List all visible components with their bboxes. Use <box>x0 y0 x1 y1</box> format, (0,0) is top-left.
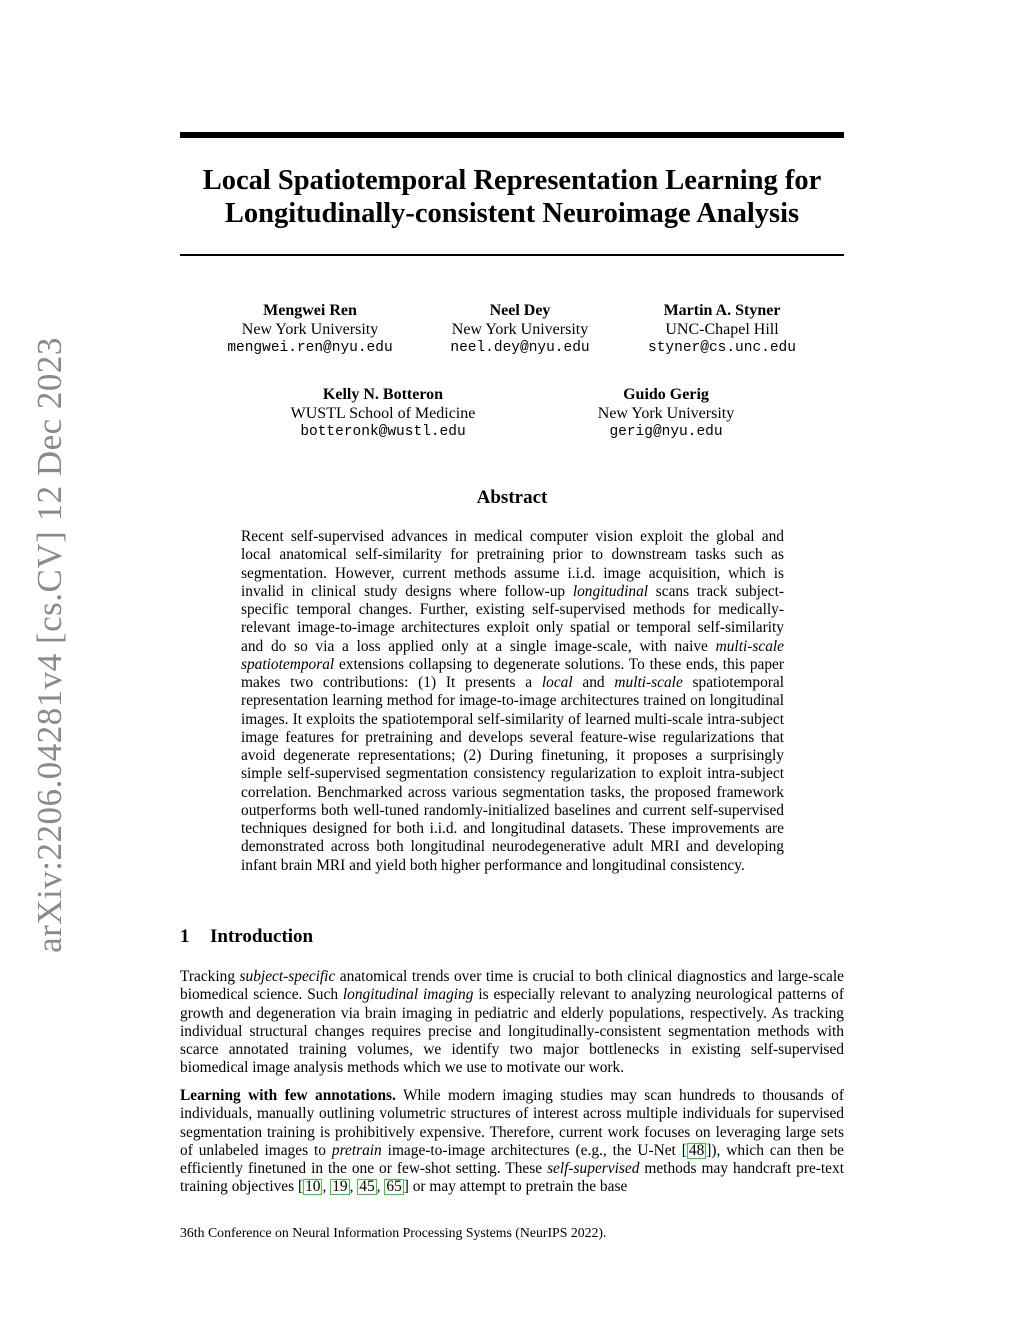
author-name: Guido Gerig <box>623 386 709 403</box>
section-heading <box>180 926 313 948</box>
author-block <box>263 385 503 442</box>
text-fragment: ] or may attempt to pretrain the base <box>403 1178 628 1196</box>
citation-link[interactable]: 48 <box>688 1141 705 1159</box>
abstract-fragment: Recent self-supervised advances in medical computer vision exploit the global and local anatomical self-similarity for pretraining prior to downstream tasks such as segmentation. However, current methods assume i.i.d. image acquisition, which is invalid in clinical study designs where follow-up <box>241 528 784 600</box>
section-title: Introduction <box>210 926 314 947</box>
author-name: Neel Dey <box>489 302 551 319</box>
author-email: styner@cs.unc.edu <box>648 340 796 356</box>
abstract-fragment: scans track subject-specific temporal changes. Further, existing self-supervised methods for medically-relevant image-to-image architectures exploit only spatial or temporal self-similarity and do so via a loss applied only at a single image-scale, with naive <box>241 582 785 655</box>
author-block <box>602 301 842 358</box>
author-name: Kelly N. Botteron <box>322 386 444 403</box>
author-name: Martin A. Styner <box>663 302 781 319</box>
abstract-heading: Abstract <box>476 487 548 508</box>
text-fragment: is especially relevant to analyzing neurological patterns of growth and degeneration via brain imaging in pediatric and elderly populations, respectively. As tracking individual structural changes requires precise and longitudinally-consistent segmentation methods with scarce annotated training volumes, we identify two major bottlenecks in existing self-supervised biomedical image analysis methods which we use to motivate our work. <box>180 986 844 1077</box>
intro-paragraph-1 <box>180 968 844 1078</box>
abstract-fragment: and <box>572 674 615 691</box>
text-fragment: ]), which can then be efficiently finetuned in the one or few-shot setting. These <box>180 1141 845 1177</box>
title-line-2: Longitudinally-consistent Neuroimage Analysis <box>224 198 800 229</box>
paragraph-lead: Learning with few annotations. <box>180 1087 396 1104</box>
abstract-emphasis: multi-scale <box>614 674 683 691</box>
text-fragment: While modern imaging studies may scan hundreds to thousands of individuals, manually outlining volumetric structures of interest across multiple individuals for supervised segmentation training is prohibitively expensive. Therefore, current work focuses on leveraging large sets of unlabeled images to <box>180 1087 844 1159</box>
paper-title <box>180 164 844 230</box>
citation-link[interactable]: 10 <box>305 1178 321 1196</box>
author-email: botteronk@wustl.edu <box>300 424 466 440</box>
abstract-text <box>241 528 784 875</box>
author-name: Mengwei Ren <box>263 302 357 319</box>
author-affiliation: New York University <box>451 321 589 338</box>
conference-footnote: 36th Conference on Neural Information Processing Systems (NeurIPS 2022). <box>180 1225 607 1240</box>
title-bottom-rule <box>180 254 844 256</box>
text-emphasis: self-supervised <box>547 1160 640 1177</box>
text-emphasis: subject-specific <box>239 968 336 985</box>
text-fragment: , <box>322 1178 331 1196</box>
text-fragment: Tracking <box>180 968 240 985</box>
author-block <box>190 301 430 358</box>
text-emphasis: pretrain <box>331 1141 382 1159</box>
abstract-emphasis: multi-scale spatiotemporal <box>241 637 784 673</box>
author-email: mengwei.ren@nyu.edu <box>227 340 393 356</box>
author-affiliation: New York University <box>597 405 735 422</box>
author-affiliation: WUSTL School of Medicine <box>290 405 476 422</box>
author-email: neel.dey@nyu.edu <box>450 340 590 356</box>
author-affiliation: New York University <box>241 321 379 338</box>
text-fragment: , <box>376 1178 385 1196</box>
text-fragment: , <box>349 1178 358 1196</box>
section-number: 1 <box>180 926 190 947</box>
abstract-fragment: extensions collapsing to degenerate solutions. To these ends, this paper makes two contributions: (1) It presents a <box>241 655 784 691</box>
abstract-emphasis: longitudinal <box>572 582 649 600</box>
title-line-1: Local Spatiotemporal Representation Learning for <box>202 165 822 196</box>
author-block <box>546 385 786 442</box>
text-fragment: anatomical trends over time is crucial to both clinical diagnostics and large-scale biomedical science. Such <box>180 968 844 1004</box>
abstract-fragment: spatiotemporal representation learning method for image-to-image architectures trained on longitudinal images. It exploits the spatiotemporal self-similarity of learned multi-scale intra-subject image features for pretraining and develops several feature-wise regularizations that avoid degenerate representations; (2) During finetuning, it proposes a surprisingly simple self-supervised segmentation consistency regularization to exploit intra-subject correlation. Benchmarked across various segmentation tasks, the proposed framework outperforms both well-tuned randomly-initialized baselines and current self-supervised techniques designed for both i.i.d. and longitudinal datasets. These improvements are demonstrated across both longitudinal neurodegenerative adult MRI and developing infant brain MRI and yield both higher performance and longitudinal consistency. <box>241 674 785 874</box>
text-emphasis: longitudinal imaging <box>342 986 474 1004</box>
citation-link[interactable]: 65 <box>386 1178 402 1196</box>
citation-link[interactable]: 19 <box>332 1178 348 1196</box>
citation-link[interactable]: 45 <box>359 1178 375 1196</box>
author-email: gerig@nyu.edu <box>609 424 723 440</box>
author-affiliation: UNC-Chapel Hill <box>665 321 779 338</box>
text-fragment: image-to-image architectures (e.g., the U-Net [ <box>381 1141 687 1159</box>
title-top-rule <box>180 132 844 138</box>
intro-paragraph-2 <box>180 1087 844 1197</box>
text-fragment: methods may handcraft pre-text training objectives [ <box>180 1160 844 1196</box>
arxiv-identifier: arXiv:2206.04281v4 [cs.CV] 12 Dec 2023 <box>30 337 69 953</box>
abstract-emphasis: local <box>541 674 573 691</box>
